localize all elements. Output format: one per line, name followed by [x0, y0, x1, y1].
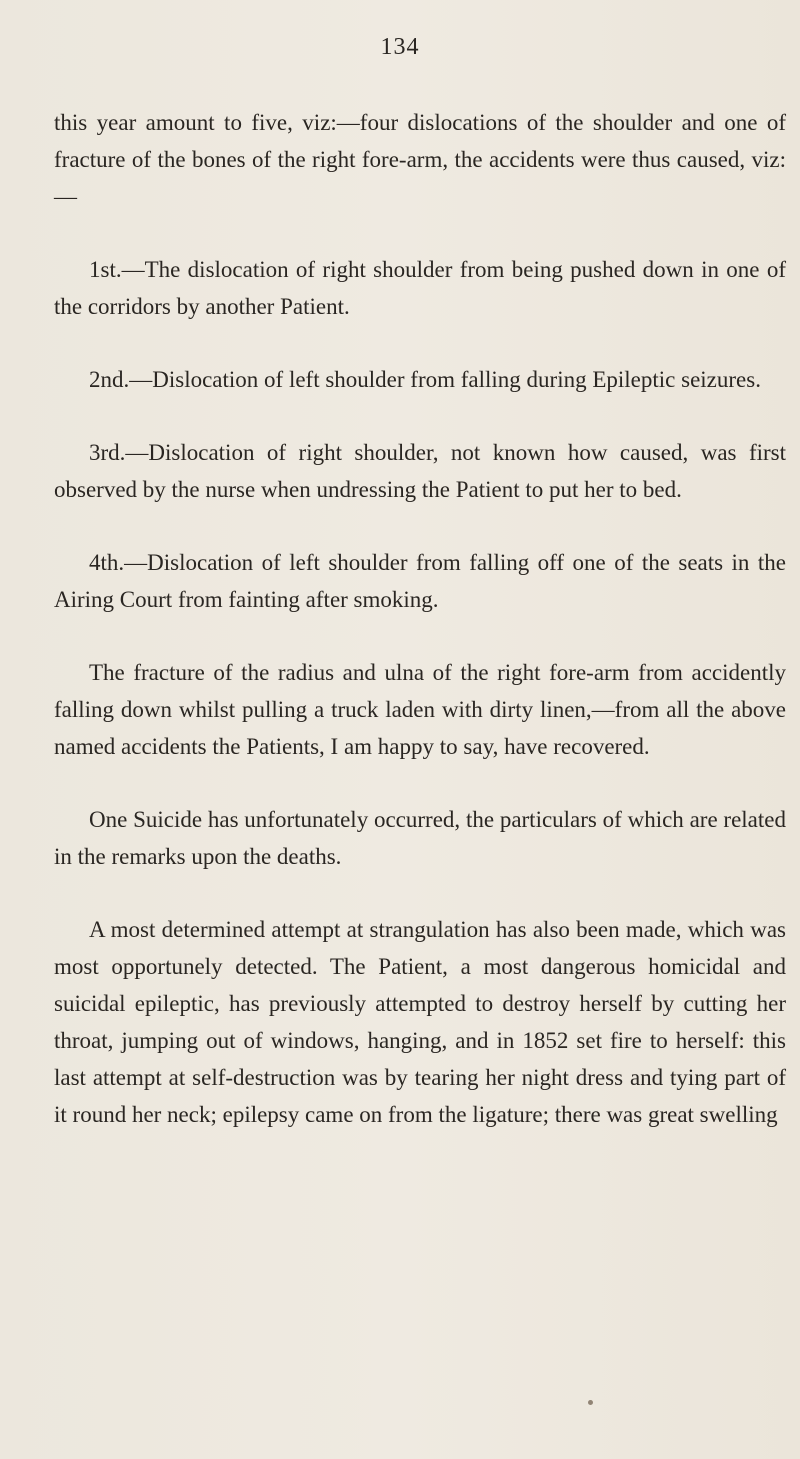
paragraph-intro: this year amount to five, viz:—four dislocations of the shoulder and one of fracture of the bones of the right fore-arm, the accidents were thus caused, viz:— — [54, 110, 786, 209]
paragraph-suicide: One Suicide has unfortunately occurred, the particulars of which are related in the remarks upon the deaths. — [54, 807, 786, 869]
body-text — [54, 104, 786, 1133]
paragraph-first-accident: 1st.—The dislocation of right shoulder from being pushed down in one of the corridors by another Patient. — [54, 257, 786, 319]
paragraph-fourth-accident: 4th.—Dislocation of left shoulder from falling off one of the seats in the Airing Court from fainting after smoking. — [54, 550, 786, 612]
paragraph-second-accident: 2nd.—Dislocation of left shoulder from falling during Epileptic seizures. — [89, 367, 761, 392]
ink-speck — [588, 1400, 593, 1405]
paragraph-fracture: The fracture of the radius and ulna of the right fore-arm from accidently falling down whilst pulling a truck laden with dirty linen,—from all the above named accidents the Patients, I am happy to say, have recovered. — [54, 660, 786, 759]
page-number: 134 — [380, 34, 420, 60]
paragraph-strangulation-attempt: A most determined attempt at strangulation has also been made, which was most opportunely detected. The Patient, a most dangerous homicidal and suicidal epileptic, has previously attempted to destroy herself by cutting her throat, jumping out of windows, hanging, and in 1852 set fire to herself: this last attempt at self-destruction was by tearing her night dress and tying part of it round her neck; epilepsy came on from the ligature; there was great swelling — [54, 917, 786, 1127]
paragraph-third-accident: 3rd.—Dislocation of right shoulder, not known how caused, was first observed by the nurse when undressing the Patient to put her to bed. — [54, 440, 786, 502]
